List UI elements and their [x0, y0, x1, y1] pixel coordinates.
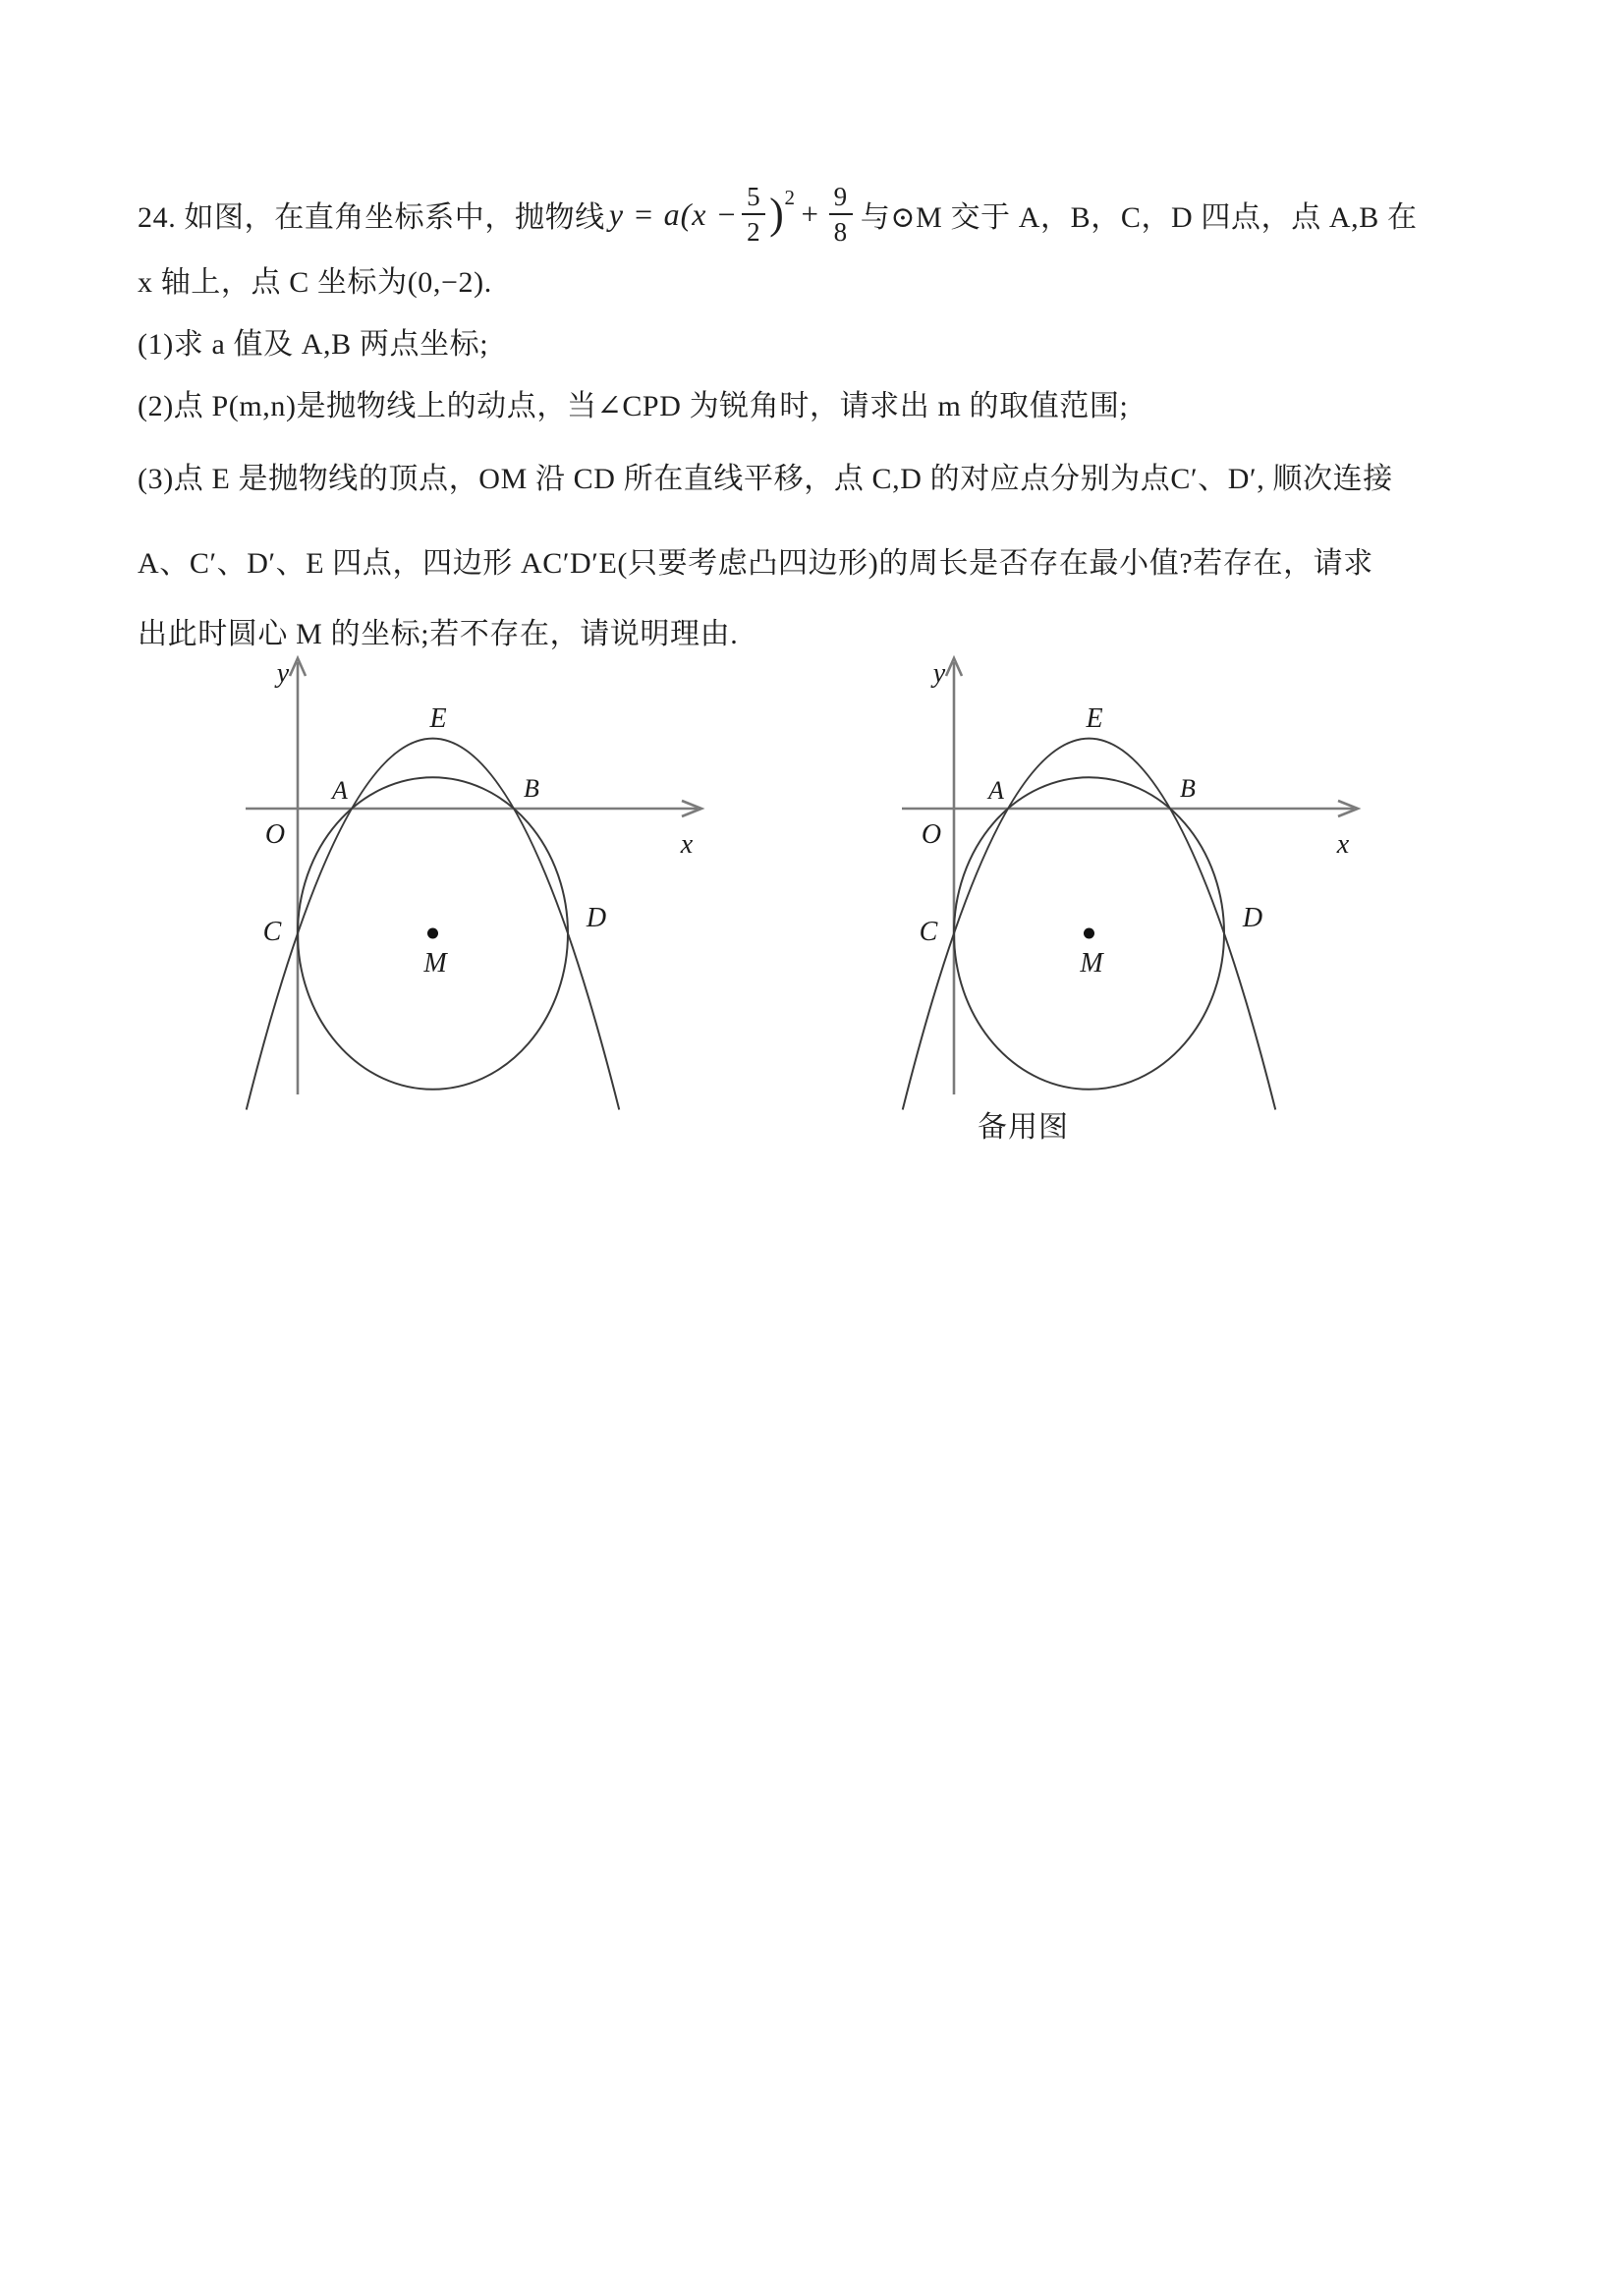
fraction-numerator: 5	[742, 182, 765, 215]
problem-part-3-line-2: A、C′、D′、E 四点，四边形 AC′D′E(只要考虑凸四边形)的周长是否存在最小值?若存在，请求	[138, 547, 1373, 580]
fraction-9-8	[829, 182, 853, 247]
fraction-denominator: 2	[747, 217, 761, 247]
label-y-axis: y	[276, 658, 290, 689]
label-point-a: A	[988, 776, 1004, 805]
problem-statement-line-1	[138, 167, 1418, 261]
fraction-denominator: 8	[833, 217, 848, 247]
label-point-b: B	[524, 774, 539, 803]
label-y-axis: y	[932, 658, 946, 689]
line1-suffix: 与⊙M 交于 A，B，C，D 四点，点 A,B 在	[860, 201, 1418, 234]
problem-part-3-line-3: 出此时圆心 M 的坐标;若不存在，请说明理由.	[138, 618, 739, 650]
parabola-formula	[609, 182, 857, 247]
label-point-c: C	[262, 917, 282, 947]
label-point-d: D	[1242, 903, 1263, 933]
figure-main	[175, 650, 725, 1117]
label-point-a: A	[332, 776, 348, 805]
label-x-axis: x	[1336, 829, 1350, 860]
formula-exponent: 2	[784, 185, 796, 209]
label-point-d: D	[586, 903, 607, 933]
figure-backup	[831, 650, 1381, 1117]
label-point-e: E	[1086, 703, 1103, 734]
center-m-dot	[1084, 928, 1094, 939]
label-x-axis: x	[680, 829, 694, 860]
label-center-m: M	[1080, 948, 1103, 979]
label-point-e: E	[429, 703, 447, 734]
label-origin: O	[921, 819, 942, 850]
formula-lhs: y = a(x −	[608, 196, 739, 232]
problem-part-3-line-1: (3)点 E 是抛物线的顶点，OM 沿 CD 所在直线平移，点 C,D 的对应点分别为点C′、D′, 顺次连接	[138, 463, 1393, 495]
center-m-dot	[427, 928, 438, 939]
label-point-c: C	[919, 917, 938, 947]
line1-prefix: 24. 如图，在直角坐标系中，抛物线	[138, 201, 605, 234]
backup-figure-caption: 备用图	[978, 1111, 1069, 1144]
fraction-5-2	[742, 182, 765, 247]
formula-plus: +	[801, 196, 819, 231]
fraction-numerator: 9	[829, 182, 853, 215]
parabola	[247, 739, 620, 1110]
problem-part-2: (2)点 P(m,n)是抛物线上的动点，当∠CPD 为锐角时，请求出 m 的取值范围;	[138, 390, 1129, 422]
label-origin: O	[264, 819, 286, 850]
problem-part-1: (1)求 a 值及 A,B 两点坐标;	[138, 328, 489, 361]
label-center-m: M	[423, 948, 447, 979]
parabola	[903, 739, 1276, 1110]
formula-close-paren: )	[769, 190, 785, 238]
problem-statement-line-2: x 轴上，点 C 坐标为(0,−2).	[138, 266, 492, 299]
label-point-b: B	[1180, 774, 1196, 803]
